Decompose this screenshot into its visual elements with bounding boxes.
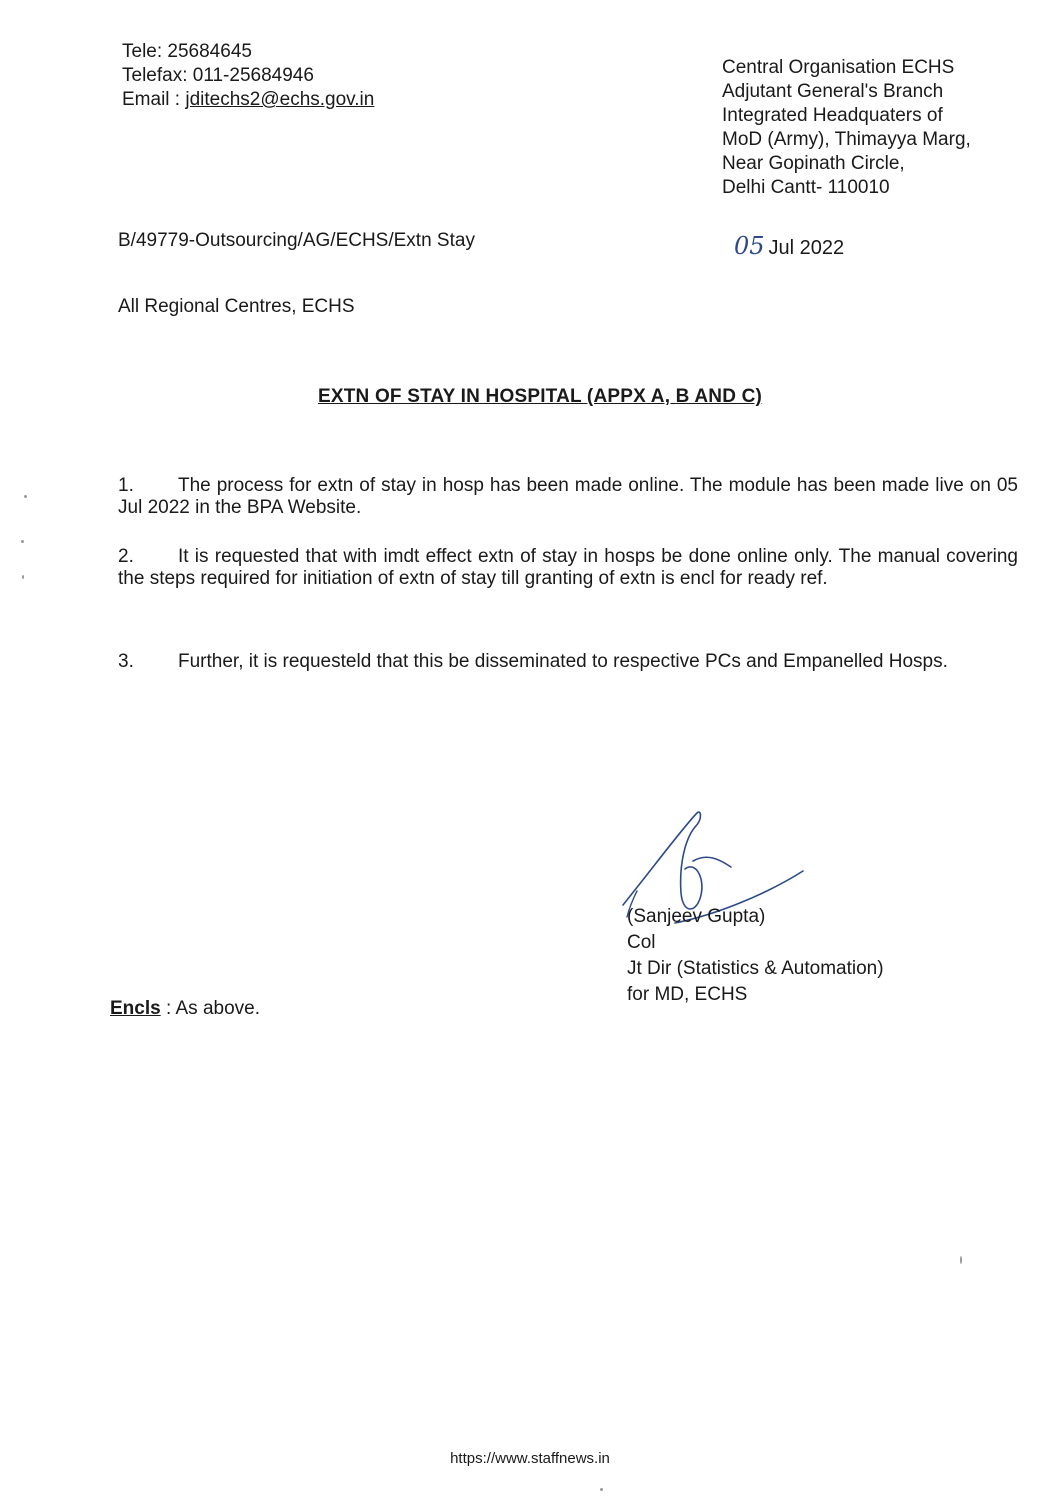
email-link[interactable]: jditechs2@echs.gov.in <box>185 89 375 110</box>
scan-speck <box>21 540 24 543</box>
signatory-name: (Sanjeev Gupta) <box>627 906 766 927</box>
scan-speck <box>600 1488 603 1491</box>
paragraph-number: 3. <box>118 651 134 672</box>
addressee: All Regional Centres, ECHS <box>118 296 355 317</box>
address-line: MoD (Army), Thimayya Marg, <box>722 129 971 150</box>
paragraph <box>118 651 1018 673</box>
paragraph-number: 2. <box>118 546 134 567</box>
telefax: Telefax: 011-25684946 <box>122 65 314 86</box>
address-line: Adjutant General's Branch <box>722 81 944 102</box>
contact-block <box>122 40 374 112</box>
date-day-handwritten: 05 <box>734 232 765 260</box>
telephone: Tele: 25684645 <box>122 41 252 62</box>
paragraph-text: Further, it is requesteld that this be disseminated to respective PCs and Empanelled Hosps. <box>178 651 948 672</box>
paragraph <box>118 546 1018 590</box>
email-line <box>122 88 374 112</box>
reference-number: B/49779-Outsourcing/AG/ECHS/Extn Stay <box>118 230 475 251</box>
enclosures <box>110 998 260 1020</box>
signatory-designation: Jt Dir (Statistics & Automation) <box>627 958 884 979</box>
date-month-year: Jul 2022 <box>768 237 845 259</box>
paragraph-text: The process for extn of stay in hosp has been made online. The module has been made live on 05 Jul 2022 in the BPA Website. <box>118 475 1018 518</box>
scan-speck <box>960 1256 962 1264</box>
address-line: Near Gopinath Circle, <box>722 153 905 174</box>
signatory-block <box>627 906 884 1010</box>
address-line: Central Organisation ECHS <box>722 57 955 78</box>
scan-speck <box>22 575 24 579</box>
paragraph-text: It is requested that with imdt effect extn of stay in hosps be done online only. The manual covering the steps required for initiation of extn of stay till granting of extn is encl for ready ref. <box>118 546 1018 589</box>
footer-url[interactable]: https://www.staffnews.in <box>450 1450 610 1467</box>
address-line: Integrated Headquaters of <box>722 105 943 126</box>
signatory-rank: Col <box>627 932 656 953</box>
paragraph-number: 1. <box>118 475 134 496</box>
email-label: Email : <box>122 89 186 110</box>
scan-speck <box>24 495 27 498</box>
letter-date <box>734 234 844 260</box>
subject-heading: EXTN OF STAY IN HOSPITAL (APPX A, B AND C) <box>318 386 763 407</box>
address-block <box>722 56 971 200</box>
signatory-for: for MD, ECHS <box>627 984 748 1005</box>
address-line: Delhi Cantt- 110010 <box>722 177 890 198</box>
paragraph <box>118 475 1018 519</box>
enclosures-label: Encls <box>110 998 161 1019</box>
enclosures-text: : As above. <box>160 998 260 1019</box>
